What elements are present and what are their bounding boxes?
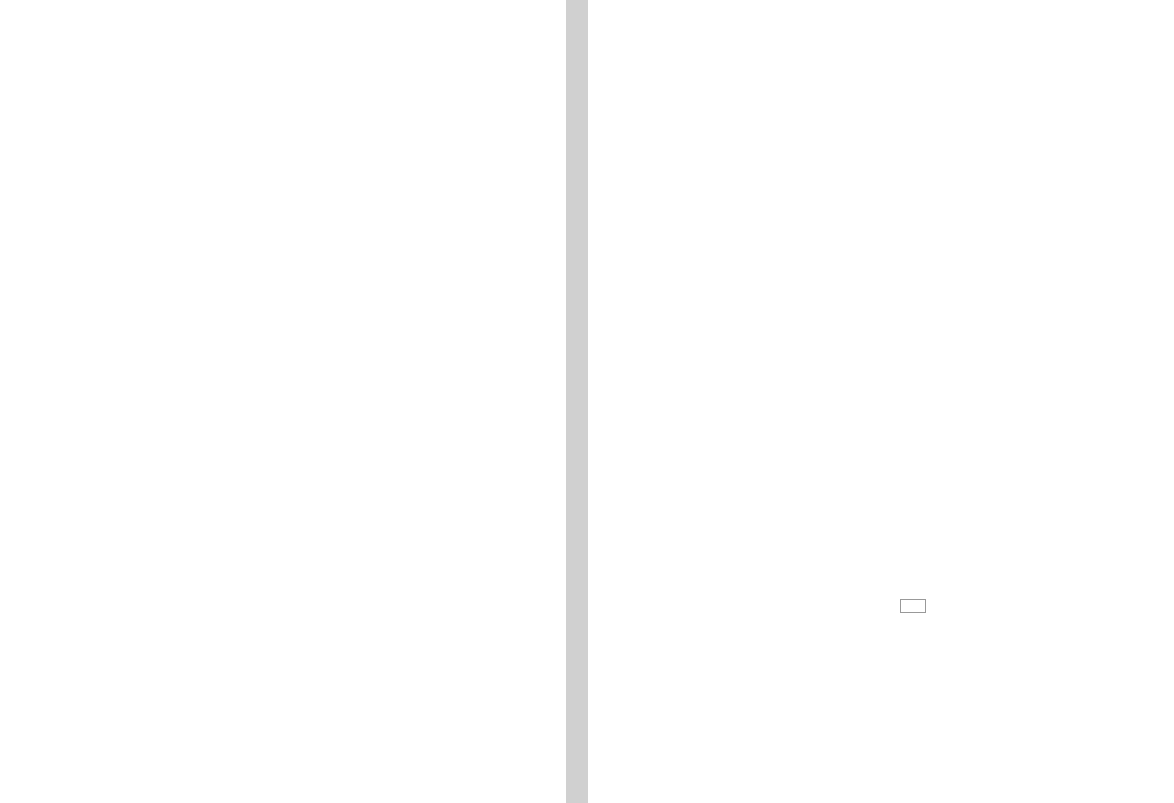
add-row-button[interactable] <box>900 599 926 613</box>
document-page-15 <box>0 0 566 803</box>
page-gap <box>566 0 588 803</box>
document-page-16 <box>588 0 1174 803</box>
